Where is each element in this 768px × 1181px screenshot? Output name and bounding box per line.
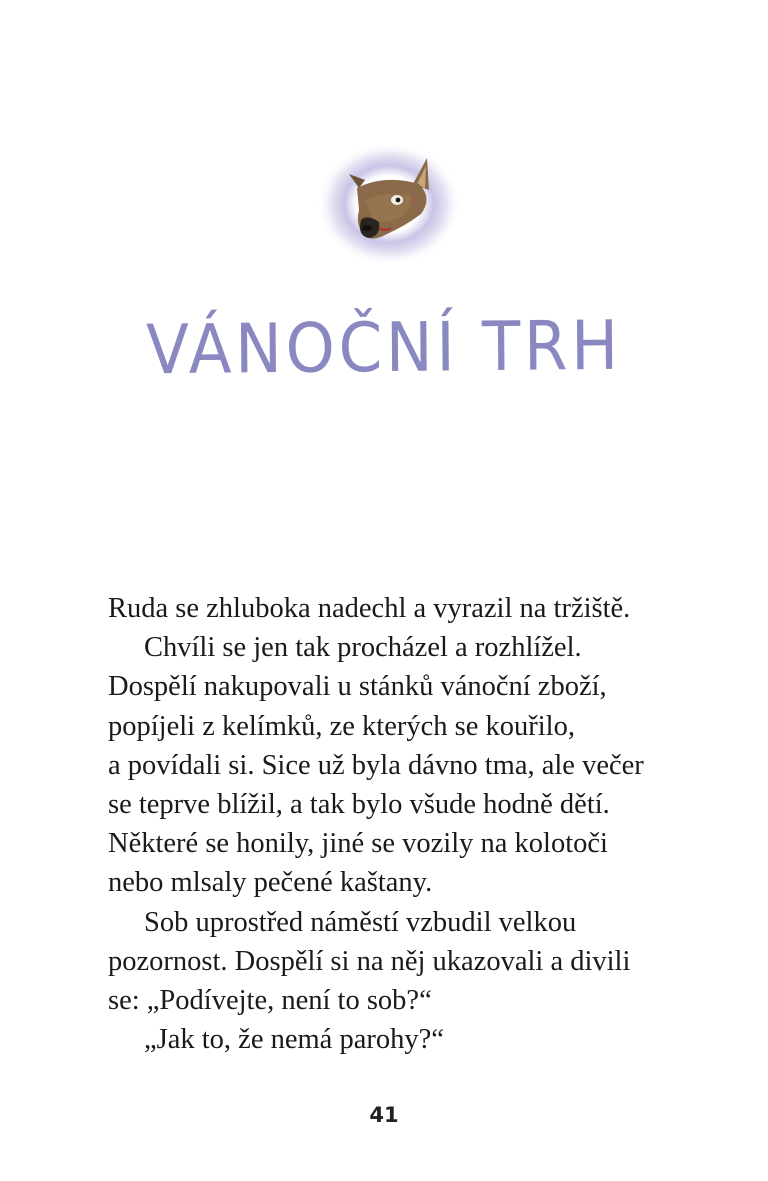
text-line: Dospělí nakupovali u stánků vánoční zboží, (108, 671, 607, 703)
text-line: Ruda se zhluboka nadechl a vyrazil na tržiště. (108, 593, 631, 624)
page-number: 41 (369, 1103, 399, 1127)
reindeer-illustration (301, 140, 471, 280)
text-line: se: „Podívejte, není to sob?“ (108, 985, 432, 1017)
story-text (108, 589, 688, 1059)
text-line: popíjeli z kelímků, ze kterých se kouřilo, (108, 710, 575, 742)
text-line: Chvíli se jen tak procházel a rozhlížel. (144, 632, 582, 664)
text-line: Sob uprostřed náměstí vzbudil velkou (144, 906, 577, 938)
text-line: Některé se honily, jiné se vozily na kolotoči (108, 828, 608, 860)
text-line: se teprve blížil, a tak bylo všude hodně dětí. (108, 789, 610, 821)
text-line: „Jak to, že nemá parohy?“ (144, 1024, 444, 1056)
text-line: a povídali si. Sice už byla dávno tma, ale večer (108, 749, 644, 781)
text-line: pozornost. Dospělí si na něj ukazovali a divili (108, 945, 631, 977)
reindeer-head-icon (301, 140, 471, 280)
text-line: nebo mlsaly pečené kaštany. (108, 867, 433, 899)
chapter-title: VÁNOČNÍ TRH (145, 306, 623, 391)
